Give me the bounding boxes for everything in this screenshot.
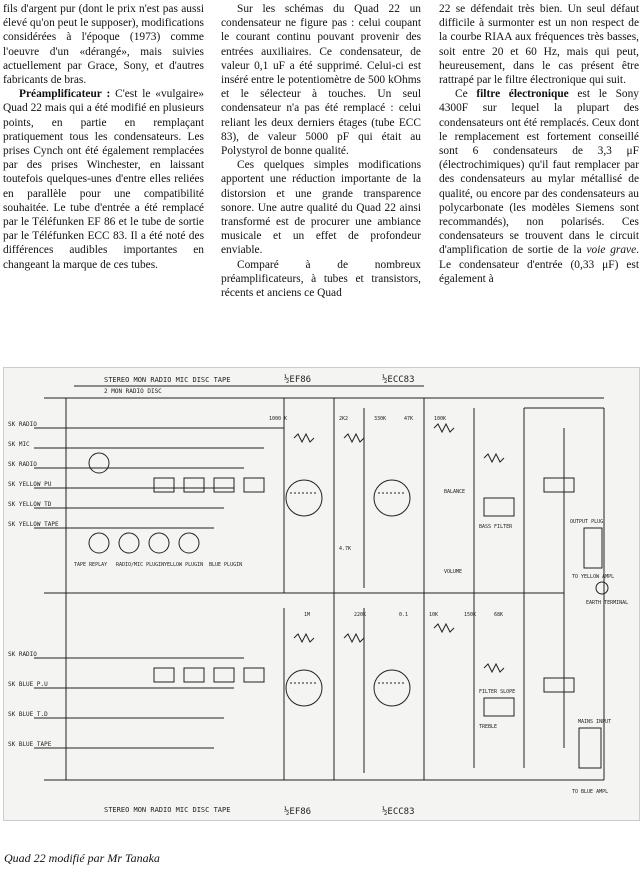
control-label: TREBLE bbox=[479, 724, 498, 730]
bottom-selector-label: STEREO MON RADIO MIC DISC TAPE bbox=[104, 806, 231, 814]
control-label: EARTH TERMINAL bbox=[586, 600, 629, 606]
article-column-3 bbox=[439, 2, 639, 286]
paragraph: fils d'argent pur (dont le prix n'est pas aussi élevé qu'on peut le supposer), modifications considérées à l'époque (1973) comme l'oeuvre d'un «dérangé», mais suivies actuellement par Grace, Sony, et d'autres fabricants de bras. bbox=[3, 3, 204, 87]
component-value: 220K bbox=[354, 612, 367, 618]
paragraph: Comparé à de nombreux préamplificateurs, à tubes et transistors, récents et anciens ce Quad bbox=[221, 258, 421, 300]
component-value: 1000 K bbox=[269, 416, 288, 422]
top-selector-sublabel: 2 MON RADIO DISC bbox=[104, 388, 162, 395]
paragraph: Ces quelques simples modifications apportent une réduction importante de la distorsion et une grande transparence sonore. Une autre qualité du Quad 22 ainsi transformé est de procurer une ambiance musicale et un effet de profondeur enviable. bbox=[221, 159, 421, 257]
paragraph-filter: Ce filtre électronique est le Sony 4300F sur lequel la plupart des condensateurs ont été remplacés. Ceux dont le remplacement est fortement conseillé sont 6 condensateurs de 3,3 μF (électrochimiques) qu'il faut remplacer par des condensateurs au mylar métallisé de qualité, ou encore par des condensateurs au polycarbonate (les modèles Siemens sont recommandés), non polarisés. Ces condensateurs se trouvent dans le circuit d'amplification de sortie de la voie grave. Le condensateur d'entrée (0,33 μF) est également à bbox=[439, 88, 639, 285]
control-label: TO BLUE AMPL bbox=[572, 789, 609, 795]
input-label: SK RADIO bbox=[8, 461, 37, 468]
input-label: SK RADIO bbox=[8, 421, 37, 428]
filter-term: filtre électronique bbox=[476, 88, 569, 101]
tube-label-top-left: ½EF86 bbox=[284, 375, 312, 385]
input-label: SK YELLOW TAPE bbox=[8, 521, 59, 528]
component-value: 100K bbox=[434, 416, 447, 422]
article-column-1 bbox=[3, 2, 204, 272]
input-label: SK BLUE P.U bbox=[8, 681, 48, 688]
input-label: SK BLUE T.D bbox=[8, 711, 48, 718]
control-label: BASS FILTER bbox=[479, 524, 513, 530]
component-value: 47K bbox=[404, 416, 414, 422]
plugin-label: YELLOW PLUGIN bbox=[164, 562, 204, 568]
control-label: OUTPUT PLUG bbox=[570, 519, 604, 525]
component-value: 0.1 bbox=[399, 612, 409, 618]
section-lead: Préamplificateur : bbox=[19, 88, 111, 101]
plugin-label: RADIO/MIC PLUGIN bbox=[116, 562, 165, 568]
component-value: 330K bbox=[374, 416, 387, 422]
input-label: SK BLUE TAPE bbox=[8, 741, 52, 748]
plugin-label: BLUE PLUGIN bbox=[209, 562, 243, 568]
tube-label-top-right: ½ECC83 bbox=[382, 375, 415, 385]
control-label: TO YELLOW AMPL bbox=[572, 574, 615, 580]
voie-grave-term: voie grave bbox=[586, 244, 637, 257]
tube-label-bottom-right: ½ECC83 bbox=[382, 807, 415, 817]
tube-label-bottom-left: ½EF86 bbox=[284, 807, 312, 817]
paragraph: 22 se défendait très bien. Un seul défaut difficile à surmonter est un non respect de la courbe RIAA aux fréquences très basses, soit entre 20 et 60 Hz, mais qui peut, heureusement, dans le cas présent être rattrapé par le filtre électronique qui suit. bbox=[439, 3, 639, 87]
component-value: 68K bbox=[494, 612, 504, 618]
schematic-figure bbox=[3, 367, 640, 821]
control-label: FILTER SLOPE bbox=[479, 689, 516, 695]
component-value: 10K bbox=[429, 612, 439, 618]
control-label: VOLUME bbox=[444, 569, 463, 575]
plugin-label: TAPE REPLAY bbox=[74, 562, 108, 568]
component-value: 2K2 bbox=[339, 416, 349, 422]
control-label: BALANCE bbox=[444, 489, 466, 495]
input-label: SK MIC bbox=[8, 441, 30, 448]
article-column-2 bbox=[221, 2, 421, 300]
input-label: SK YELLOW PU bbox=[8, 481, 52, 488]
component-value: 150K bbox=[464, 612, 477, 618]
figure-caption: Quad 22 modifié par Mr Tanaka bbox=[4, 851, 160, 865]
control-label: MAINS INPUT bbox=[578, 719, 612, 725]
input-label: SK RADIO bbox=[8, 651, 37, 658]
component-value: 1M bbox=[304, 612, 311, 618]
component-value: 4.7K bbox=[339, 546, 352, 552]
circuit-diagram bbox=[4, 368, 641, 822]
top-selector-label: STEREO MON RADIO MIC DISC TAPE bbox=[104, 376, 231, 384]
paragraph-preamp: Préamplificateur : C'est le «vulgaire» Quad 22 mais qui a été modifié en plusieurs points, en partie en remplaçant pratiquement tous les condensateurs. Les prises Cynch ont été également remplacées par des prises Winchester, en laissant toutefois quelques-unes d'entre elles reliées en parallèle pour une compatibilité souhaitée. Le tube d'entrée a été remplacé par le Téléfunken EF 86 et le tube de sortie par le Téléfunken ECC 83. Il a été noté des différences audibles importantes en changeant la marque de ces tubes. bbox=[3, 88, 204, 271]
paragraph: Sur les schémas du Quad 22 un condensateur ne figure pas : celui coupant le courant continu pouvant provenir des entrées auxiliaires. Ce condensateur, de valeur 0,1 uF a été supprimé. Celui-ci est inséré entre le potentiomètre de 500 kOhms et le sélecteur à touches. Un seul condensateur n'a pas été remplacé : celui reliant les deux derniers étages (tube ECC 83), de valeur 5000 pF qui était au Polystyrol de bonne qualité. bbox=[221, 3, 421, 158]
input-label: SK YELLOW TD bbox=[8, 501, 52, 508]
